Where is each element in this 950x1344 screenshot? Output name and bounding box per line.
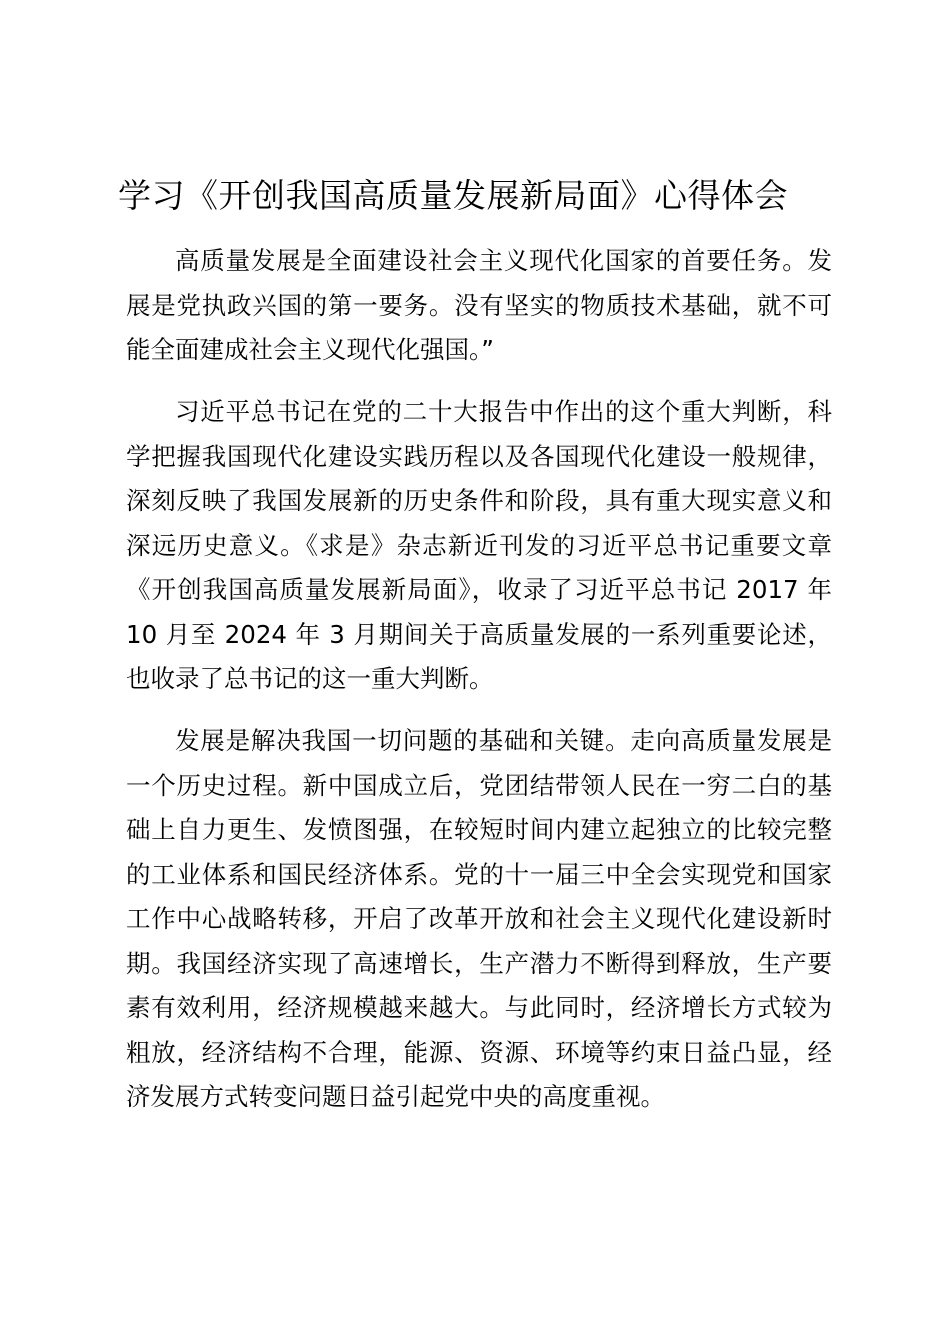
paragraph-3: 发展是解决我国一切问题的基础和关键。走向高质量发展是一个历史过程。新中国成立后，党团结带领人民在一穷二白的基础上自力更生、发愤图强，在较短时间内建立起独立的比较完整的工业体系和国民经济体系。党的十一届三中全会实现党和国家工作中心战略转移，开启了改革开放和社会主义现代化建设新时期。我国经济实现了高速增长，生产潜力不断得到释放，生产要素有效利用，经济规模越来越大。与此同时，经济增长方式较为粗放，经济结构不合理，能源、资源、环境等约束日益凸显，经济发展方式转变问题日益引起党中央的高度重视。 <box>126 726 832 1111</box>
paragraph-2: 习近平总书记在党的二十大报告中作出的这个重大判断，科学把握我国现代化建设实践历程以及各国现代化建设一般规律，深刻反映了我国发展新的历史条件和阶段，具有重大现实意义和深远历史意义。《求是》杂志新近刊发的习近平总书记重要文章《开创我国高质量发展新局面》，收录了习近平总书记 2017 年 10 月至 2024 年 3 月期间关于高质量发展的一系列重要论述，也收录了总书记的这一重大判断。 <box>126 397 832 693</box>
paragraph-1: 高质量发展是全面建设社会主义现代化国家的首要任务。发展是党执政兴国的第一要务。没有坚实的物质技术基础，就不可能全面建成社会主义现代化强国。” <box>126 246 832 364</box>
document-title: 学习《开创我国高质量发展新局面》心得体会 <box>118 176 788 215</box>
